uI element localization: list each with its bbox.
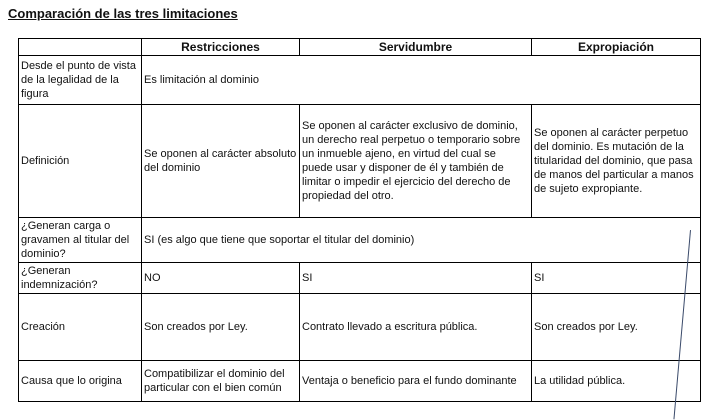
table-row (19, 263, 701, 294)
header-row (19, 39, 701, 56)
comparison-table (18, 38, 701, 402)
header-servidumbre: Servidumbre (300, 39, 532, 56)
cell-restricciones: Son creados por Ley. (142, 294, 300, 361)
cell-servidumbre: Contrato llevado a escritura pública. (300, 294, 532, 361)
table-row (19, 105, 701, 218)
document-title: Comparación de las tres limitaciones (8, 6, 238, 21)
table-row (19, 218, 701, 263)
row-label: Causa que lo origina (19, 361, 142, 402)
cell-restricciones: Se oponen al carácter absoluto del dominio (142, 105, 300, 218)
row-label: ¿Generan carga o gravamen al titular del dominio? (19, 218, 142, 263)
table-row (19, 56, 701, 105)
header-expropiacion: Expropiación (532, 39, 701, 56)
merged-cell: SI (es algo que tiene que soportar el titular del dominio) (142, 218, 701, 263)
row-label: ¿Generan indemnización? (19, 263, 142, 294)
merged-cell: Es limitación al dominio (142, 56, 701, 105)
cell-expropiacion: Son creados por Ley. (532, 294, 701, 361)
cell-restricciones: Compatibilizar el dominio del particular con el bien común (142, 361, 300, 402)
header-restricciones: Restricciones (142, 39, 300, 56)
row-label: Definición (19, 105, 142, 218)
header-empty (19, 39, 142, 56)
cell-servidumbre: SI (300, 263, 532, 294)
table-row (19, 294, 701, 361)
cell-expropiacion: La utilidad pública. (532, 361, 701, 402)
row-label: Desde el punto de vista de la legalidad de la figura (19, 56, 142, 105)
cell-expropiacion: SI (532, 263, 701, 294)
cell-servidumbre: Ventaja o beneficio para el fundo dominante (300, 361, 532, 402)
row-label: Creación (19, 294, 142, 361)
cell-servidumbre: Se oponen al carácter exclusivo de dominio, un derecho real perpetuo o temporario sobre un inmueble ajeno, en virtud del cual se puede usar y disponer de él y también de limitar o impedir el ejercicio del derecho de propiedad del otro. (300, 105, 532, 218)
cell-expropiacion: Se oponen al carácter perpetuo del dominio. Es mutación de la titularidad del dominio, que pasa de manos del particular a manos de sujeto expropiante. (532, 105, 701, 218)
table-row (19, 361, 701, 402)
cell-restricciones: NO (142, 263, 300, 294)
